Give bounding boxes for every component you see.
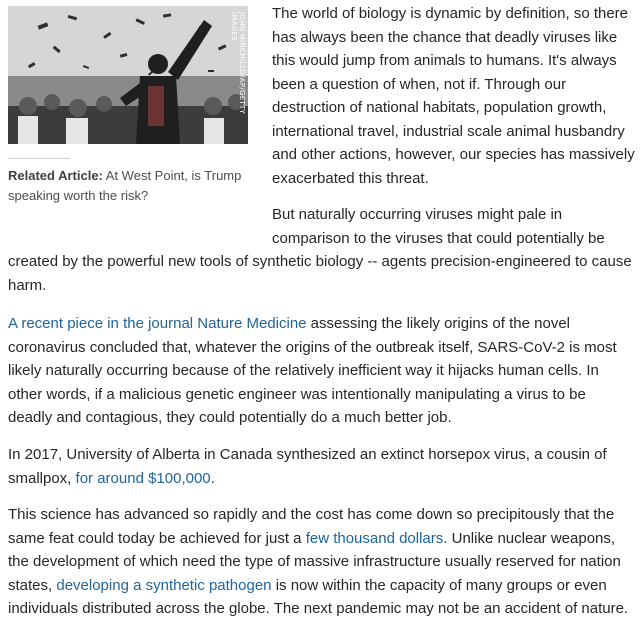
- paragraph-3-text: assessing the likely origins of the novel coronavirus concluded that, whatever the origins of the outbreak itself, SARS-CoV-2 is most likely naturally occurring because of the relatively inefficient way it hijacks human cells. In other words, if a malicious genetic engineer was intentionally manipulating a virus to be deadly and contagious, they could potentially do a much better job.: [8, 315, 617, 426]
- paragraph-5-text-3: is now within the capacity of many groups or even individuals distributed across the globe. The next pandemic may not be an accident of nature.: [8, 576, 629, 617]
- paragraph-4-text: In 2017, University of Alberta in Canada synthesized an extinct horsepox virus, a cousin of smallpox,: [8, 446, 607, 487]
- paragraph-1: The world of biology is dynamic by definition, so there has always been the chance that deadly viruses like this would jump from animals to humans. It's always been a question of when, not if. Through our destruction of national habitats, population growth, international travel, industrial scale animal husbandry and other actions, however, our species has massively exacerbated this threat.: [272, 5, 635, 187]
- caption-divider: [8, 158, 70, 159]
- paragraph-2-text: But naturally occurring viruses might pale in comparison to the viruses that could potentially be created by the powerful new tools of synthetic biology -- agents precision-engineered to cause harm.: [8, 206, 632, 294]
- paragraph-5: [8, 503, 632, 621]
- few-thousand-dollars-link[interactable]: few thousand dollars: [305, 529, 444, 547]
- synthetic-pathogen-link[interactable]: developing a synthetic pathogen: [56, 576, 272, 594]
- horsepox-cost-link[interactable]: for around $100,000: [75, 469, 211, 487]
- paragraph-3: [8, 312, 632, 430]
- photo-credit: JOHN MINCHILLO/AP/GETTY IMAGES: [230, 12, 246, 115]
- paragraph-4: [8, 443, 632, 490]
- nature-medicine-link[interactable]: A recent piece in the journal Nature Medicine: [8, 315, 307, 332]
- related-article-photo[interactable]: [8, 6, 248, 144]
- paragraph-5-text-1: This science has advanced so rapidly and the cost has come down so precipitously that the same feat could today be achieved for just a: [8, 506, 615, 547]
- related-article-caption[interactable]: [8, 166, 258, 206]
- graduation-caps-photo: [8, 6, 248, 144]
- related-article[interactable]: [8, 6, 248, 206]
- float-spacer: [8, 203, 272, 250]
- paragraph-4-end: .: [210, 469, 215, 487]
- related-article-label: Related Article:: [8, 168, 103, 183]
- related-article-title: At West Point, is Trump speaking worth the risk?: [8, 168, 242, 203]
- paragraph-5-text-2: . Unlike nuclear weapons, the development of which need the type of massive infrastructure usually reserved for nation states,: [8, 529, 621, 594]
- paragraph-2: [8, 203, 632, 297]
